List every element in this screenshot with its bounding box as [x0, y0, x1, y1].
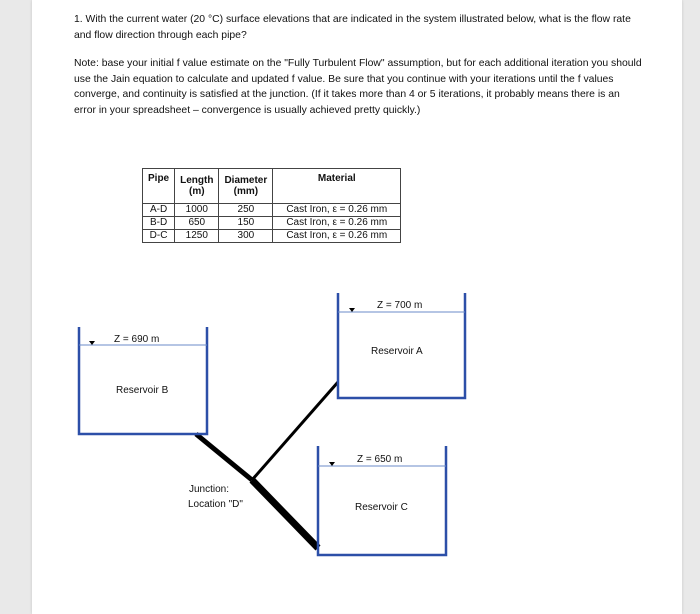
cell-diameter: 300: [219, 230, 273, 243]
question-text: 1. With the current water (20 °C) surface elevations that are indicated in the system illustrated below, what is the flow rate and flow direction through each pipe?: [74, 14, 631, 41]
pipe-d-c: [252, 480, 318, 548]
water-level-triangle-icon: [329, 462, 335, 466]
header-length: Length (m): [175, 169, 219, 204]
cell-diameter: 150: [219, 217, 273, 230]
header-diameter: Diameter (mm): [219, 169, 273, 204]
reservoir-c-elevation: Z = 650 m: [357, 454, 403, 465]
note-text: Note: base your initial f value estimate on the "Fully Turbulent Flow" assumption, but for each additional iteration you should use the Jain equation to calculate and updated f value. Be sure that you continue with your iterations until the f values converge, and continuity is satisfied at the junction. (If it takes more than 4 or 5 iterations, it probably means there is an error in your spreadsheet – convergence is usually achieved pretty quickly.): [74, 58, 642, 116]
pipe-a-d: [252, 382, 338, 480]
header-material: Material: [273, 169, 401, 204]
cell-diameter: 250: [219, 204, 273, 217]
reservoir-b-elevation: Z = 690 m: [114, 334, 160, 345]
cell-material: Cast Iron, ε = 0.26 mm: [273, 217, 401, 230]
cell-pipe: A-D: [143, 204, 175, 217]
cell-material: Cast Iron, ε = 0.26 mm: [273, 230, 401, 243]
reservoir-b-label: Reservoir B: [116, 385, 169, 396]
cell-material: Cast Iron, ε = 0.26 mm: [273, 204, 401, 217]
cell-pipe: D-C: [143, 230, 175, 243]
cell-length: 1250: [175, 230, 219, 243]
cell-length: 1000: [175, 204, 219, 217]
header-pipe: Pipe: [143, 169, 175, 204]
reservoir-a-label: Reservoir A: [371, 346, 423, 357]
junction-label-line2: Location "D": [188, 499, 243, 510]
reservoir-a-elevation: Z = 700 m: [377, 300, 423, 311]
pipe-b-d: [196, 434, 252, 480]
cell-pipe: B-D: [143, 217, 175, 230]
cell-length: 650: [175, 217, 219, 230]
reservoir-c-label: Reservoir C: [355, 502, 408, 513]
junction-label-line1: Junction:: [189, 484, 230, 495]
water-level-triangle-icon: [349, 308, 355, 312]
water-level-triangle-icon: [89, 341, 95, 345]
